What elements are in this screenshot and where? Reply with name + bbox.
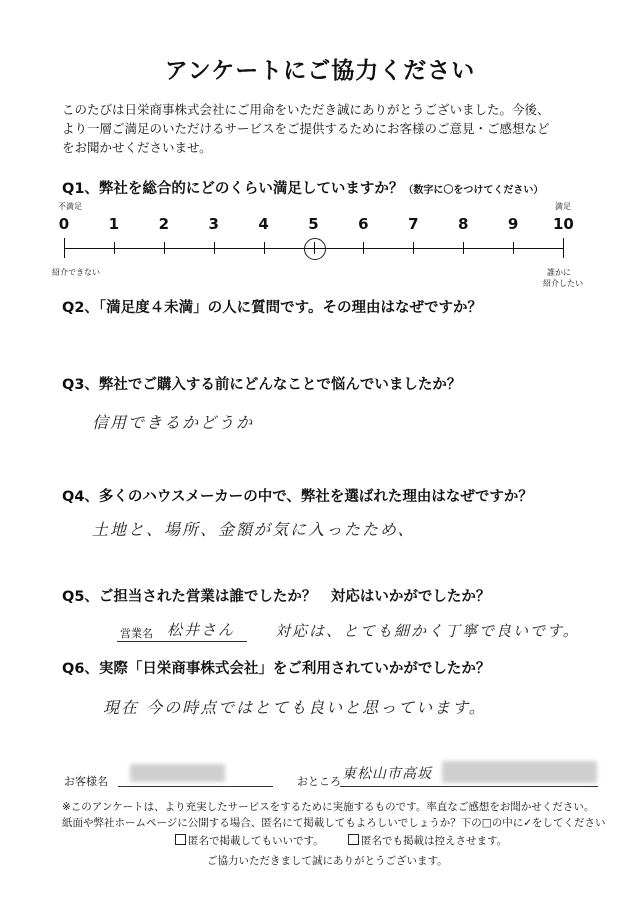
scale-right-bottom-label-2: 紹介したい — [543, 279, 583, 288]
intro-line-2: より一層ご満足のいただけるサービスをご提供するためにお客様のご意見・ご感想など — [62, 121, 550, 136]
scale-number-8[interactable]: 8 — [457, 215, 469, 233]
q2-question: Q2、「満足度４未満」の人に質問です。その理由はなぜですか？ — [62, 300, 483, 316]
scale-tick-3 — [214, 242, 215, 254]
scale-number-0[interactable]: 0 — [58, 215, 70, 233]
scale-number-4[interactable]: 4 — [258, 215, 269, 233]
q5-answer[interactable]: 対応は、とても細かく丁寧で良いです。 — [275, 622, 580, 640]
customer-name-label: お客様名 — [64, 775, 108, 788]
q1-question — [62, 177, 543, 198]
scale-tick-6 — [363, 242, 364, 254]
address-redacted — [442, 761, 597, 783]
q4-question: Q4、多くのハウスメーカーの中で、弊社を選ばれた理由はなぜですか？ — [62, 489, 533, 505]
scale-tick-8 — [463, 242, 464, 254]
scale-number-9[interactable]: 9 — [507, 215, 519, 233]
scale-tick-1 — [114, 242, 115, 254]
footer-note-1: ※このアンケートは、より充実したサービスをするために実施するものです。率直なご感想をお聞かせください。 — [62, 801, 595, 813]
sales-name-underline — [117, 641, 247, 642]
checkbox-decline[interactable] — [348, 834, 359, 845]
scale-right-top-label: 満足 — [555, 202, 571, 211]
q1-label: Q1、弊社を総合的にどのくらい満足していますか？ — [62, 181, 404, 197]
customer-name-underline — [118, 786, 273, 787]
option-decline-label: 匿名でも掲載は控えさせます。 — [361, 835, 508, 847]
option-anonymous-ok-label: 匿名で掲載してもいいです。 — [188, 835, 324, 847]
scale-right-end — [563, 238, 564, 258]
scale-left-end — [64, 238, 65, 258]
q4-answer[interactable]: 土地と、場所、金額が気に入ったため、 — [92, 520, 416, 539]
scale-number-2[interactable]: 2 — [158, 215, 170, 233]
q1-note: （数字に〇をつけてください） — [403, 185, 544, 196]
address-value[interactable]: 東松山市高坂 — [342, 766, 432, 782]
page-title: アンケートにご協力ください — [164, 58, 476, 84]
scale-number-7[interactable]: 7 — [408, 215, 419, 233]
scale-right-bottom-label-1: 誰かに — [547, 268, 571, 277]
scale-tick-2 — [164, 242, 165, 254]
q5-question: Q5、ご担当された営業は誰でしたか？ 対応はいかがでしたか？ — [62, 589, 491, 605]
scale-tick-4 — [264, 242, 265, 254]
scale-number-10[interactable]: 10 — [553, 215, 574, 233]
address-label: おところ — [297, 775, 341, 788]
checkbox-anonymous-ok[interactable] — [175, 834, 186, 845]
option-decline[interactable] — [348, 833, 507, 848]
option-anonymous-ok[interactable] — [175, 833, 324, 848]
q6-answer[interactable]: 現在 今の時点ではとても良いと思っています。 — [103, 698, 487, 717]
footer-note-2: 紙面や弊社ホームページに公開する場合、匿名にて掲載してもよろしいでしょうか？下の□の中に✓をしてください — [62, 817, 606, 829]
scale-tick-9 — [513, 242, 514, 254]
selected-rating-circle — [304, 238, 326, 260]
scale-number-6[interactable]: 6 — [358, 215, 369, 233]
scale-tick-7 — [413, 242, 414, 254]
scale-left-top-label: 不満足 — [58, 202, 82, 211]
scale-number-3[interactable]: 3 — [208, 215, 219, 233]
customer-name-redacted — [130, 764, 225, 782]
scale-number-5[interactable]: 5 — [308, 215, 319, 233]
q6-question: Q6、実際「日栄商事株式会社」をご利用されていかがでしたか？ — [62, 661, 491, 677]
sales-name-value[interactable]: 松井さん — [167, 621, 236, 639]
q3-answer[interactable]: 信用できるかどうか — [92, 413, 255, 432]
sales-name-label: 営業名 — [120, 627, 153, 640]
thanks-text: ご協力いただきまして誠にありがとうございます。 — [207, 855, 448, 867]
address-underline — [340, 786, 598, 787]
intro-line-1: このたびは日栄商事株式会社にご用命をいただき誠にありがとうございました。今後、 — [62, 102, 550, 117]
q3-question: Q3、弊社でご購入する前にどんなことで悩んでいましたか？ — [62, 377, 462, 393]
scale-left-bottom-label: 紹介できない — [52, 268, 100, 277]
satisfaction-scale[interactable] — [0, 215, 640, 275]
intro-line-3: をお聞かせくださいませ。 — [62, 140, 212, 155]
scale-number-1[interactable]: 1 — [108, 215, 120, 233]
